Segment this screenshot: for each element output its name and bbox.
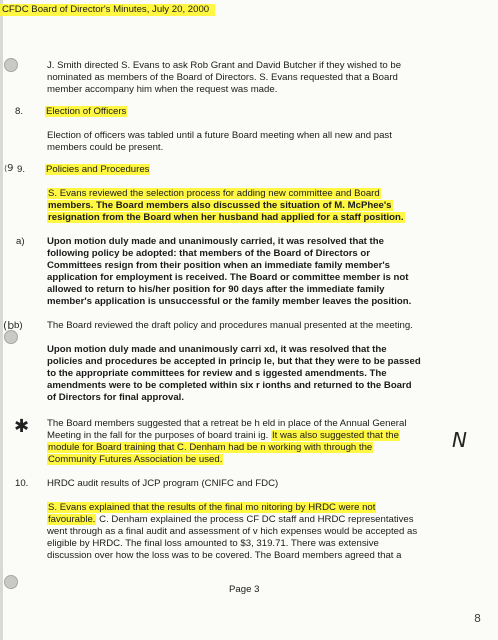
- section-number: 10.: [15, 478, 29, 489]
- margin-star-icon: ✱: [14, 416, 30, 437]
- body-line: Committees resign from their position when an immediate family member's: [47, 260, 390, 271]
- body-line: Community Futures Association be used.: [48, 454, 223, 465]
- section-heading: [45, 164, 150, 176]
- page-number: Page 3: [229, 584, 260, 595]
- body-line: application for employment is received. The Board or committee member is not: [47, 272, 409, 283]
- margin-mark-b: (b: [3, 319, 15, 332]
- punch-hole: [4, 58, 18, 72]
- body-line: policies and procedures be accepted in princip le, but that they were to be passed: [47, 356, 421, 367]
- body-line: favourable. C. Denham explained the process CF DC staff and HRDC representatives: [48, 514, 414, 525]
- corner-mark: 8: [474, 612, 481, 625]
- intro-line: nominated as members of the Board of Directors. S. Evans requested that a Board: [47, 72, 398, 83]
- body-line: eligible by HRDC. The final loss amounted to $3, 319.71. There was extensive: [47, 538, 379, 549]
- body-line: The Board reviewed the draft policy and procedures manual presented at the meeting.: [47, 320, 413, 331]
- body-line: went through as a final audit and assessment of v hich expenses would be accepted as: [47, 526, 418, 537]
- body-line: amendments were to be completed within six r ionths and returned to the Board: [47, 380, 412, 391]
- body-line: members could be present.: [47, 142, 164, 153]
- margin-mark-nine: ⟨9: [4, 163, 14, 174]
- section-heading: HRDC audit results of JCP program (CNIFC and FDC): [47, 478, 279, 489]
- body-line: Upon motion duly made and unanimously carried, it was resolved that the: [47, 236, 384, 247]
- intro-line: J. Smith directed S. Evans to ask Rob Grant and David Butcher if they wished to be: [47, 60, 402, 71]
- item-label: a): [16, 236, 25, 247]
- body-line: of Directors for final approval.: [47, 392, 185, 403]
- body-line: The Board members suggested that a retreat be h eld in place of the Annual General: [47, 418, 407, 429]
- body-line: S. Evans reviewed the selection process for adding new committee and Board: [48, 188, 380, 199]
- body-line: Upon motion duly made and unanimously carri xd, it was resolved that the: [47, 344, 387, 355]
- page-title: CFDC Board of Director's Minutes, July 20, 2000: [0, 4, 215, 16]
- body-line: Election of officers was tabled until a future Board meeting when all new and past: [47, 130, 392, 141]
- punch-hole: [4, 575, 18, 589]
- body-line: Meeting in the fall for the purposes of board traini ig. It was also suggested that the: [47, 430, 399, 441]
- body-line: following policy be adopted: that members of the Board of Directors or: [47, 248, 371, 259]
- section-number: 8.: [15, 106, 24, 117]
- body-line: to the appropriate committees for review and s iggested amendments. The: [47, 368, 387, 379]
- body-line: discussion over how the loss was to be covered. The Board members agreed that a: [47, 550, 402, 561]
- margin-mark-n: N: [452, 428, 467, 452]
- section-heading: [45, 106, 127, 118]
- section-heading-text: Policies and Procedures: [46, 164, 150, 175]
- section-heading-text: Election of Officers: [46, 106, 127, 117]
- body-line: resignation from the Board when her husband had applied for a staff position.: [48, 212, 404, 223]
- body-line: module for Board training that C. Denham had be n working with through the: [48, 442, 373, 453]
- intro-line: member accompany him when the request was made.: [47, 84, 278, 95]
- body-line: members. The Board members also discussed the situation of M. McPhee's: [48, 200, 392, 211]
- punch-hole: [4, 330, 18, 344]
- body-line: allowed to return to his/her position for 90 days after the immediate family: [47, 284, 385, 295]
- body-line: member's application is unsuccessful or the family member leaves the position.: [47, 296, 412, 307]
- body-line: S. Evans explained that the results of the final mo nitoring by HRDC were not: [48, 502, 376, 513]
- item-label: b): [14, 320, 23, 331]
- section-number: 9.: [17, 164, 26, 175]
